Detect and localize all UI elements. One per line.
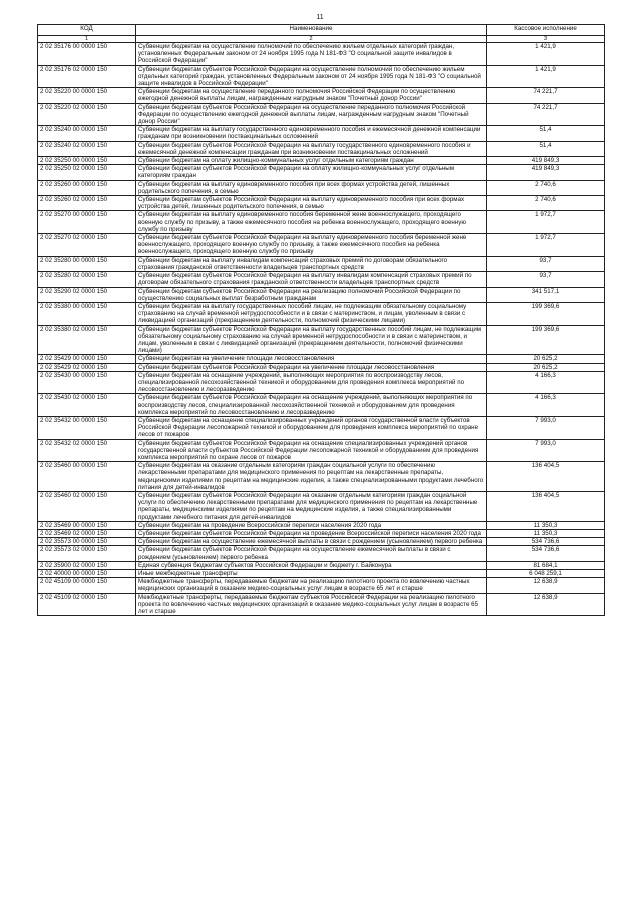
- row-name: Субвенции бюджетам субъектов Российской Федерации на оплату жилищно-коммунальных услуг отдельным категориям граждан: [136, 165, 487, 180]
- row-name: Субвенции бюджетам на оказание отдельным категориям граждан социальной услуги по обеспечению лекарственными препаратами для медицинского применения по рецептам на лекарственные препараты, медицинскими изделиями по рецептам на медицинские изделия, а также специализированными продуктами лечебного питания для детей-инвалидов: [136, 462, 487, 492]
- row-name: Субвенции бюджетам субъектов Российской Федерации на проведение Всероссийской переписи населения 2020 года: [136, 530, 487, 538]
- row-amount: 74 221,7: [487, 88, 605, 103]
- table-row: [38, 287, 605, 302]
- row-amount: 51,4: [487, 141, 605, 156]
- table-row: [38, 302, 605, 325]
- row-name: Субвенции бюджетам на проведение Всероссийской переписи населения 2020 года: [136, 521, 487, 529]
- row-code: 2 02 35250 00 0000 150: [38, 157, 136, 165]
- table-row: [38, 211, 605, 234]
- row-amount: 7 993,0: [487, 439, 605, 462]
- row-name: Субвенции бюджетам на выплату государственного единовременного пособия и ежемесячной денежной компенсации гражданам при возникновении поствакцинальных осложнений: [136, 126, 487, 141]
- table-row: [38, 234, 605, 257]
- row-code: 2 02 35220 02 0000 150: [38, 103, 136, 126]
- table-row: [38, 103, 605, 126]
- table-row: [38, 593, 605, 616]
- row-name: Субвенции бюджетам субъектов Российской Федерации на оснащение специализированных учреждений органов государственной власти субъектов Российской Федерации лесопожарной техникой и оборудованием для проведения комплекса мероприятий по охране лесов от пожаров: [136, 439, 487, 462]
- table-row: [38, 65, 605, 88]
- row-code: 2 02 40000 00 0000 150: [38, 570, 136, 578]
- row-code: 2 02 35432 02 0000 150: [38, 439, 136, 462]
- row-amount: 6 048 259,1: [487, 570, 605, 578]
- row-amount: 2 740,6: [487, 180, 605, 195]
- row-name: Субвенции бюджетам субъектов Российской Федерации на осуществление переданного полномочия Российской Федерации по осуществлению ежегодной денежной выплаты лицам, награжденным нагрудным знаком "Почетный донор России": [136, 103, 487, 126]
- column-number-3: 3: [487, 36, 605, 43]
- page-number: 11: [316, 14, 324, 21]
- row-code: 2 02 35270 02 0000 150: [38, 234, 136, 257]
- row-code: 2 02 35573 00 0000 150: [38, 538, 136, 546]
- table-row: [38, 462, 605, 492]
- row-amount: 341 517,1: [487, 287, 605, 302]
- row-code: 2 02 35430 00 0000 150: [38, 371, 136, 394]
- row-code: 2 02 35260 00 0000 150: [38, 180, 136, 195]
- row-name: Субвенции бюджетам на выплату инвалидам компенсаций страховых премий по договорам обязательного страхования гражданской ответственности владельцев транспортных средств: [136, 256, 487, 271]
- row-code: 2 02 45109 00 0000 150: [38, 578, 136, 593]
- header-code: КОД: [38, 25, 136, 36]
- row-code: 2 02 35432 00 0000 150: [38, 416, 136, 439]
- row-amount: 12 638,9: [487, 578, 605, 593]
- row-amount: 4 166,3: [487, 371, 605, 394]
- table-row: [38, 546, 605, 561]
- row-name: Единая субвенция бюджетам субъектов Российской Федерации и бюджету г. Байконура: [136, 561, 487, 569]
- row-code: 2 02 35430 02 0000 150: [38, 394, 136, 417]
- row-code: 2 02 35469 00 0000 150: [38, 521, 136, 529]
- table-row: [38, 561, 605, 569]
- row-name: Субвенции бюджетам субъектов Российской Федерации на осуществление ежемесячной выплаты в связи с рождением (усыновлением) первого ребенка: [136, 546, 487, 561]
- table-row: [38, 570, 605, 578]
- table-row: [38, 530, 605, 538]
- table-row: [38, 371, 605, 394]
- table-header-row: [38, 25, 605, 36]
- row-name: Субвенции бюджетам на увеличение площади лесовосстановления: [136, 355, 487, 363]
- row-amount: 93,7: [487, 272, 605, 287]
- row-code: 2 02 35240 02 0000 150: [38, 141, 136, 156]
- table-row: [38, 416, 605, 439]
- row-code: 2 02 35900 02 0000 150: [38, 561, 136, 569]
- table-row: [38, 88, 605, 103]
- column-number-2: 2: [136, 36, 487, 43]
- row-name: Субвенции бюджетам субъектов Российской Федерации на осуществление полномочий по обеспечению жильем отдельных категорий граждан, установленных Федеральным законом от 24 ноября 1995 года N 181-ФЗ "О социальной защите инвалидов в Российской Федерации": [136, 65, 487, 88]
- row-code: 2 02 35460 02 0000 150: [38, 491, 136, 521]
- header-name: Наименование: [136, 25, 487, 36]
- row-name: Иные межбюджетные трансферты: [136, 570, 487, 578]
- row-name: Субвенции бюджетам субъектов Российской Федерации на увеличение площади лесовосстановления: [136, 363, 487, 371]
- row-amount: 1 421,9: [487, 43, 605, 66]
- table-row: [38, 165, 605, 180]
- table-row: [38, 538, 605, 546]
- table-row: [38, 43, 605, 66]
- column-number-row: [38, 36, 605, 43]
- row-amount: 93,7: [487, 256, 605, 271]
- row-name: Субвенции бюджетам на оснащение учреждений, выполняющих мероприятия по воспроизводству лесов, специализированной лесохозяйственной техникой и оборудованием для проведения комплекса мероприятий по лесовосстановлению и лесоразведению: [136, 371, 487, 394]
- row-amount: 1 972,7: [487, 234, 605, 257]
- row-amount: 2 740,6: [487, 196, 605, 211]
- row-amount: 11 350,3: [487, 521, 605, 529]
- row-name: Субвенции бюджетам на выплату государственных пособий лицам, не подлежащим обязательному социальному страхованию на случай временной нетрудоспособности и в связи с материнством, и лицам, уволенным в связи с ликвидацией организаций (прекращением деятельности, полномочий физическими лицами): [136, 302, 487, 325]
- row-code: 2 02 35260 02 0000 150: [38, 196, 136, 211]
- column-number-1: 1: [38, 36, 136, 43]
- row-code: 2 02 35240 00 0000 150: [38, 126, 136, 141]
- table-row: [38, 355, 605, 363]
- table-row: [38, 363, 605, 371]
- row-code: 2 02 35573 02 0000 150: [38, 546, 136, 561]
- row-name: Субвенции бюджетам на оплату жилищно-коммунальных услуг отдельным категориям граждан: [136, 157, 487, 165]
- row-code: 2 02 35250 02 0000 150: [38, 165, 136, 180]
- row-code: 2 02 45109 02 0000 150: [38, 593, 136, 616]
- row-name: Субвенции бюджетам субъектов Российской Федерации на выплату единовременного пособия при всех формах устройства детей, лишенных родительского попечения, в семью: [136, 196, 487, 211]
- table-row: [38, 394, 605, 417]
- row-name: Субвенции бюджетам субъектов Российской Федерации на выплату единовременного пособия беременной жене военнослужащего, проходящего военную службу по призыву, а также ежемесячного пособия на ребенка военнослужащего, проходящего военную службу по призыву: [136, 234, 487, 257]
- row-amount: 199 369,6: [487, 325, 605, 355]
- row-code: 2 02 35380 00 0000 150: [38, 302, 136, 325]
- row-code: 2 02 35280 00 0000 150: [38, 256, 136, 271]
- table-row: [38, 141, 605, 156]
- row-amount: 419 849,3: [487, 165, 605, 180]
- table-row: [38, 439, 605, 462]
- row-code: 2 02 35290 02 0000 150: [38, 287, 136, 302]
- row-amount: 74 221,7: [487, 103, 605, 126]
- row-amount: 136 404,5: [487, 491, 605, 521]
- table-row: [38, 256, 605, 271]
- row-name: Субвенции бюджетам на осуществление ежемесячной выплаты в связи с рождением (усыновлением) первого ребенка: [136, 538, 487, 546]
- row-code: 2 02 35380 02 0000 150: [38, 325, 136, 355]
- row-code: 2 02 35280 02 0000 150: [38, 272, 136, 287]
- row-amount: 199 369,6: [487, 302, 605, 325]
- row-name: Субвенции бюджетам субъектов Российской Федерации на выплату государственных пособий лицам, не подлежащим обязательному социальному страхованию на случай временной нетрудоспособности и в связи с материнством, и лицам, уволенным в связи с ликвидацией организаций (прекращением деятельности, полномочий физическими лицами): [136, 325, 487, 355]
- row-amount: 4 166,3: [487, 394, 605, 417]
- row-amount: 20 625,2: [487, 363, 605, 371]
- row-name: Межбюджетные трансферты, передаваемые бюджетам на реализацию пилотного проекта по вовлечению частных медицинских организаций в оказание медико-социальных услуг лицам в возрасте 65 лет и старше: [136, 578, 487, 593]
- row-name: Субвенции бюджетам субъектов Российской Федерации на реализацию полномочий Российской Федерации по осуществлению социальных выплат безработным гражданам: [136, 287, 487, 302]
- row-code: 2 02 35429 02 0000 150: [38, 363, 136, 371]
- row-name: Субвенции бюджетам субъектов Российской Федерации на выплату инвалидам компенсаций страховых премий по договорам обязательного страхования гражданской ответственности владельцев транспортных средств: [136, 272, 487, 287]
- row-name: Субвенции бюджетам на оснащение специализированных учреждений органов государственной власти субъектов Российской Федерации лесопожарной техникой и оборудованием для проведения комплекса мероприятий по охране лесов от пожаров: [136, 416, 487, 439]
- row-name: Субвенции бюджетам субъектов Российской Федерации на оказание отдельным категориям граждан социальной услуги по обеспечению лекарственными препаратами для медицинского применения по рецептам на лекарственные препараты, медицинскими изделиями по рецептам на медицинские изделия, а также специализированными продуктами лечебного питания для детей-инвалидов: [136, 491, 487, 521]
- table-row: [38, 157, 605, 165]
- table-row: [38, 272, 605, 287]
- row-amount: 81 684,1: [487, 561, 605, 569]
- table-body: [38, 43, 605, 616]
- budget-execution-table: [37, 24, 605, 616]
- table-row: [38, 491, 605, 521]
- row-amount: 11 350,3: [487, 530, 605, 538]
- table-row: [38, 521, 605, 529]
- row-amount: 1 972,7: [487, 211, 605, 234]
- table-row: [38, 180, 605, 195]
- row-code: 2 02 35429 00 0000 150: [38, 355, 136, 363]
- row-amount: 7 993,0: [487, 416, 605, 439]
- table-row: [38, 578, 605, 593]
- row-code: 2 02 35220 00 0000 150: [38, 88, 136, 103]
- row-code: 2 02 35176 00 0000 150: [38, 43, 136, 66]
- row-name: Субвенции бюджетам субъектов Российской Федерации на выплату государственного единовременного пособия и ежемесячной денежной компенсации гражданам при возникновении поствакцинальных осложнений: [136, 141, 487, 156]
- row-name: Субвенции бюджетам субъектов Российской Федерации на оснащение учреждений, выполняющих мероприятия по воспроизводству лесов, специализированной лесохозяйственной техникой и оборудованием для проведения комплекса мероприятий по лесовосстановлению и лесоразведению: [136, 394, 487, 417]
- row-name: Субвенции бюджетам на осуществление переданного полномочия Российской Федерации по осуществлению ежегодной денежной выплаты лицам, награжденным нагрудным знаком "Почетный донор России": [136, 88, 487, 103]
- row-amount: 419 849,3: [487, 157, 605, 165]
- row-code: 2 02 35460 00 0000 150: [38, 462, 136, 492]
- row-amount: 20 625,2: [487, 355, 605, 363]
- row-name: Межбюджетные трансферты, передаваемые бюджетам субъектов Российской Федерации на реализацию пилотного проекта по вовлечению частных медицинских организаций в оказание медико-социальных услуг лицам в возрасте 65 лет и старше: [136, 593, 487, 616]
- row-amount: 51,4: [487, 126, 605, 141]
- table-row: [38, 196, 605, 211]
- row-code: 2 02 35469 02 0000 150: [38, 530, 136, 538]
- row-amount: 534 736,6: [487, 546, 605, 561]
- row-amount: 534 736,6: [487, 538, 605, 546]
- table-row: [38, 126, 605, 141]
- row-name: Субвенции бюджетам на выплату единовременного пособия при всех формах устройства детей, лишенных родительского попечения, в семью: [136, 180, 487, 195]
- row-amount: 12 638,9: [487, 593, 605, 616]
- row-amount: 136 404,5: [487, 462, 605, 492]
- row-code: 2 02 35176 02 0000 150: [38, 65, 136, 88]
- row-name: Субвенции бюджетам на выплату единовременного пособия беременной жене военнослужащего, проходящего военную службу по призыву, а также ежемесячного пособия на ребенка военнослужащего, проходящего военную службу по призыву: [136, 211, 487, 234]
- row-amount: 1 421,9: [487, 65, 605, 88]
- row-code: 2 02 35270 00 0000 150: [38, 211, 136, 234]
- row-name: Субвенции бюджетам на осуществление полномочий по обеспечению жильем отдельных категорий граждан, установленных Федеральным законом от 24 ноября 1995 года N 181-ФЗ "О социальной защите инвалидов в Российской Федерации": [136, 43, 487, 66]
- header-amount: Кассовое исполнение: [487, 25, 605, 36]
- table-row: [38, 325, 605, 355]
